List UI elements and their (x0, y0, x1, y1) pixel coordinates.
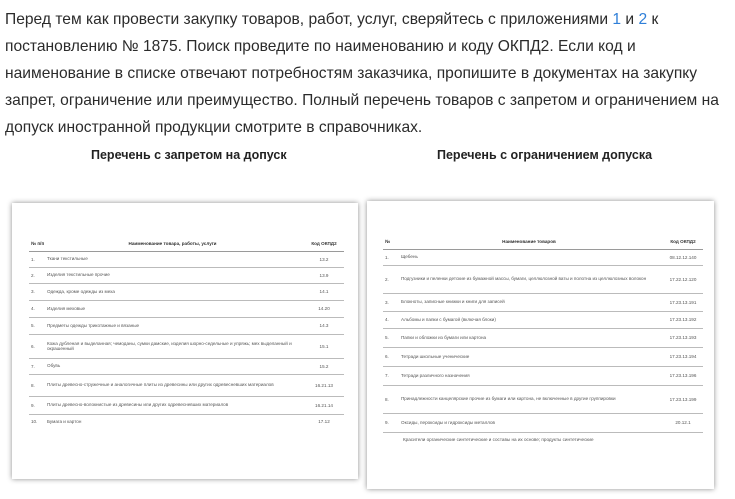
header-num: № (385, 239, 391, 244)
table-row: 5. Предметы одежды трикотажные и вязаные 14.3 (29, 318, 344, 335)
table-row: 2. Подгузники и пеленки детские из бумажной массы, бумаги, целлюлозной ваты и полотна из целлюлозных волокон 17.22.12.120 (383, 266, 703, 294)
table-row: 7. Обувь 15.2 (29, 359, 344, 375)
appendix-2-link[interactable]: 2 (638, 11, 648, 28)
intro-text-1: Перед тем как провести закупку товаров, работ, услуг, сверяйтесь с приложениями (5, 11, 613, 28)
restriction-list-caption: Перечень с ограничением допуска (437, 148, 653, 162)
intro-text-3: к постановлению № 1875. Поиск проведите по наименованию и коду ОКПД2. Если код и наименование в списке отвечают потребностям заказчика, пропишите в документах на закупку запрет, ограничение или преимущество. Полный перечень товаров с запретом и ограничением на допуск иностранной продукции смотрите в справочниках. (5, 11, 719, 136)
table-row: 9. Плиты древесно-волокнистые из древесины или других одревесневших материалов 16.21.14 (29, 397, 344, 415)
table-header (383, 239, 703, 250)
table-row: 5. Папки и обложки из бумаги или картона 17.23.13.193 (383, 329, 703, 348)
header-code: Код ОКПД2 (670, 239, 696, 244)
table-row: 7. Тетради различного назначения 17.23.13.196 (383, 367, 703, 386)
appendix-1-link[interactable]: 1 (612, 11, 622, 28)
header-name: Наименование товаров (502, 239, 556, 244)
restriction-list-table (383, 239, 703, 442)
table-row: 1. Ткани текстильные 13.2 (29, 252, 344, 268)
table-row: 4. Альбомы и папки с бумагой (включая блоки) 17.23.13.192 (383, 312, 703, 329)
table-row: 10. Бумага и картон 17.12 (31, 418, 330, 424)
ban-list-table (29, 241, 344, 429)
header-name: Наименование товара, работы, услуги (128, 241, 217, 246)
table-row: 9. Оксиды, пероксиды и гидроксиды металлов 20.12.1 (383, 414, 703, 433)
table-row: 6. Тетради школьные ученические 17.23.13.194 (383, 348, 703, 367)
table-row: 1. Щебень 08.12.12.140 (383, 250, 703, 266)
table-footnote: Красители органические синтетические и составы на их основе; продукты синтетические (403, 436, 594, 442)
intro-paragraph (5, 6, 725, 141)
table-row: 2. Изделия текстильные прочие 13.9 (29, 268, 344, 284)
table-row: 3. Одежда, кроме одежды из меха 14.1 (29, 284, 344, 301)
header-num: № п/п (31, 241, 45, 246)
table-row: 8. Плиты древесно-стружечные и аналогичные плиты из древесины или других одревесневших материалов 16.21.13 (29, 375, 344, 397)
table-row: 8. Принадлежности канцелярские прочие из бумаги или картона, не включенные в другие группировки 17.23.13.199 (383, 386, 703, 414)
ban-list-caption: Перечень с запретом на допуск (91, 148, 287, 162)
header-code: Код ОКПД2 (311, 241, 337, 246)
table-header (29, 241, 344, 252)
table-row: 4. Изделия меховые 14.20 (29, 301, 344, 318)
table-row: 3. Блокноты, записные книжки и книги для записей 17.23.13.191 (383, 294, 703, 312)
ban-list-document[interactable] (12, 203, 358, 479)
intro-text-2: и (621, 11, 639, 28)
table-row: 6. Кожа дубленая и выделанная; чемоданы, сумки дамские, изделия шорно-седельные и упряжь; мех выделанный и окрашенный 15.1 (29, 335, 344, 359)
restriction-list-document[interactable] (367, 201, 714, 489)
